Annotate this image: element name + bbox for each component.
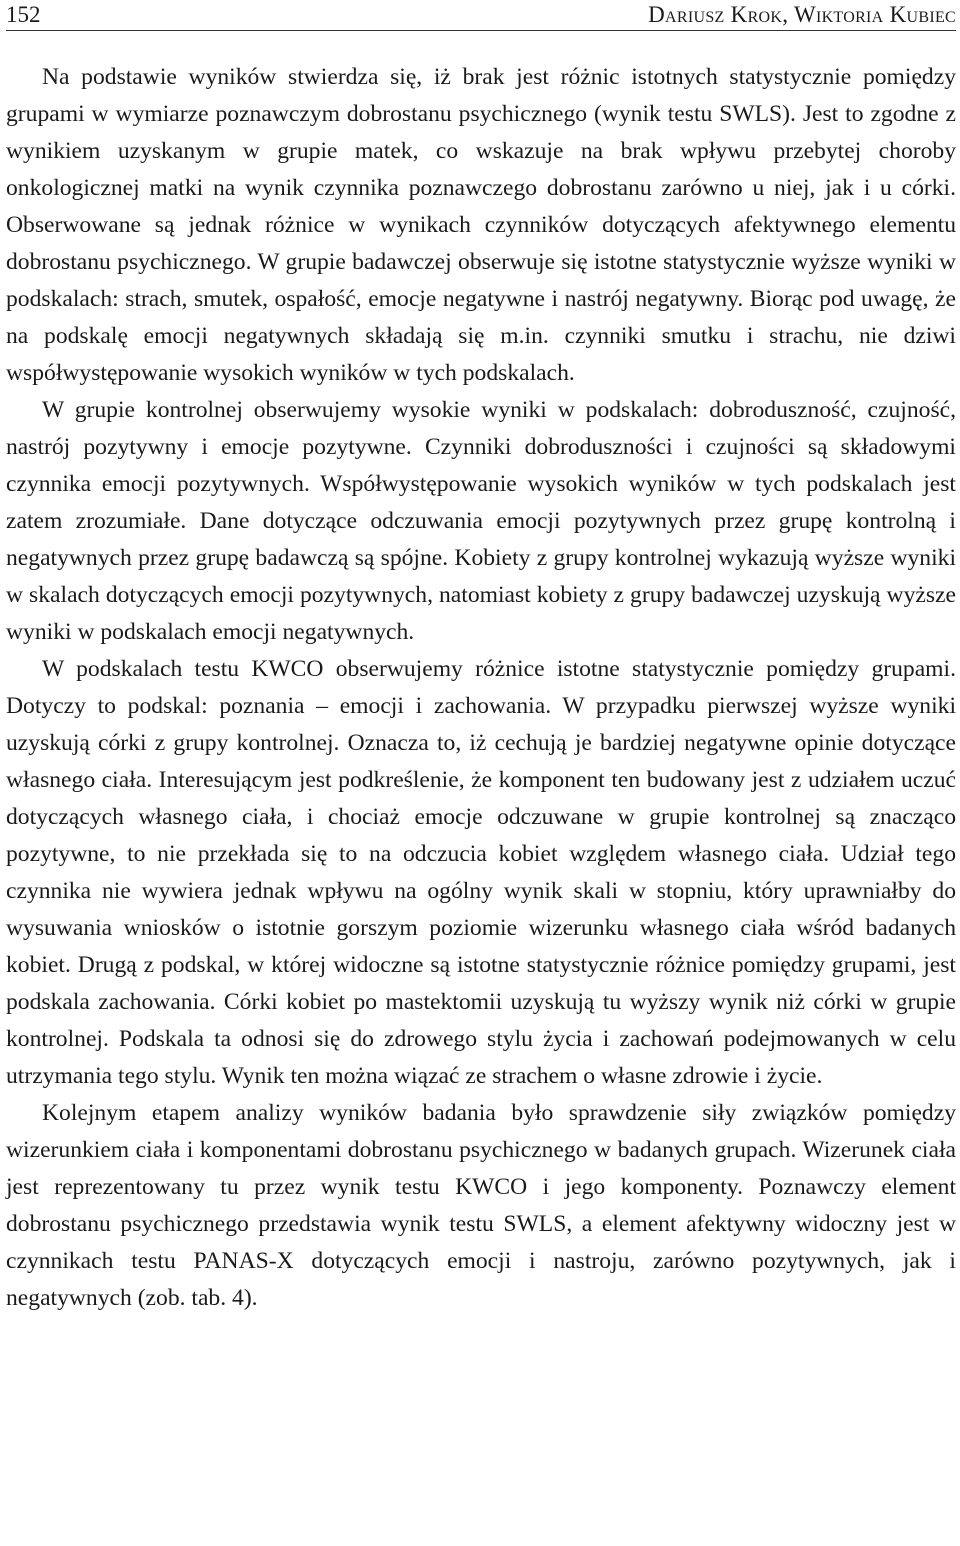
- book-page: [6, 0, 956, 1317]
- running-head-authors: Dariusz Krok, Wiktoria Kubiec: [648, 2, 956, 27]
- paragraph: Kolejnym etapem analizy wyników badania było sprawdzenie siły związków pomiędzy wizerunkiem ciała i komponentami dobrostanu psychicznego w badanych grupach. Wizerunek ciała jest reprezentowany tu przez wynik testu KWCO i jego komponenty. Poznawczy element dobrostanu psychicznego przedstawia wynik testu SWLS, a element afektywny widoczny jest w czynnikach testu PANAS-X dotyczących emocji i nastroju, zarówno pozytywnych, jak i negatywnych (zob. tab. 4).: [6, 1100, 956, 1311]
- page-header: [6, 0, 956, 31]
- body-text: [6, 59, 956, 1317]
- paragraph: W grupie kontrolnej obserwujemy wysokie wyniki w podskalach: dobroduszność, czujność, nastrój pozytywny i emocje pozytywne. Czynniki dobroduszności i czujności są składowymi czynnika emocji pozytywnych. Współwystępowanie wysokich wyników w tych podskalach jest zatem zrozumiałe. Dane dotyczące odczuwania emocji pozytywnych przez grupę kontrolną i negatywnych przez grupę badawczą są spójne. Kobiety z grupy kontrolnej wykazują wyższe wyniki w skalach dotyczących emocji pozytywnych, natomiast kobiety z grupy badawczej uzyskują wyższe wyniki w podskalach emocji negatywnych.: [6, 397, 956, 645]
- page-number: 152: [6, 2, 41, 27]
- paragraph: Na podstawie wyników stwierdza się, iż brak jest różnic istotnych statystycznie pomiędzy grupami w wymiarze poznawczym dobrostanu psychicznego (wynik testu SWLS). Jest to zgodne z wynikiem uzyskanym w grupie matek, co wskazuje na brak wpływu przebytej choroby onkologicznej matki na wynik czynnika poznawczego dobrostanu zarówno u niej, jak i u córki. Obserwowane są jednak różnice w wynikach czynników dotyczących afektywnego elementu dobrostanu psychicznego. W grupie badawczej obserwuje się istotne statystycznie wyższe wyniki w podskalach: strach, smutek, ospałość, emocje negatywne i nastrój negatywny. Biorąc pod uwagę, że na podskalę emocji negatywnych składają się m.in. czynniki smutku i strachu, nie dziwi współwystępowanie wysokich wyników w tych podskalach.: [6, 64, 956, 386]
- paragraph: W podskalach testu KWCO obserwujemy różnice istotne statystycznie pomiędzy grupami. Dotyczy to podskal: poznania – emocji i zachowania. W przypadku pierwszej wyższe wyniki uzyskują córki z grupy kontrolnej. Oznacza to, iż cechują je bardziej negatywne opinie dotyczące własnego ciała. Interesującym jest podkreślenie, że komponent ten budowany jest z udziałem uczuć dotyczących własnego ciała, i chociaż emocje odczuwane w grupie kontrolnej są znacząco pozytywne, to nie przekłada się to na odczucia kobiet względem własnego ciała. Udział tego czynnika nie wywiera jednak wpływu na ogólny wynik skali w stopniu, który uprawniałby do wysuwania wniosków o istotnie gorszym poziomie wizerunku własnego ciała wśród badanych kobiet. Drugą z podskal, w której widoczne są istotne statystycznie różnice pomiędzy grupami, jest podskala zachowania. Córki kobiet po mastektomii uzyskują tu wyższy wynik niż córki w grupie kontrolnej. Podskala ta odnosi się do zdrowego stylu życia i zachowań podejmowanych w celu utrzymania tego stylu. Wynik ten można wiązać ze strachem o własne zdrowie i życie.: [6, 656, 956, 1089]
